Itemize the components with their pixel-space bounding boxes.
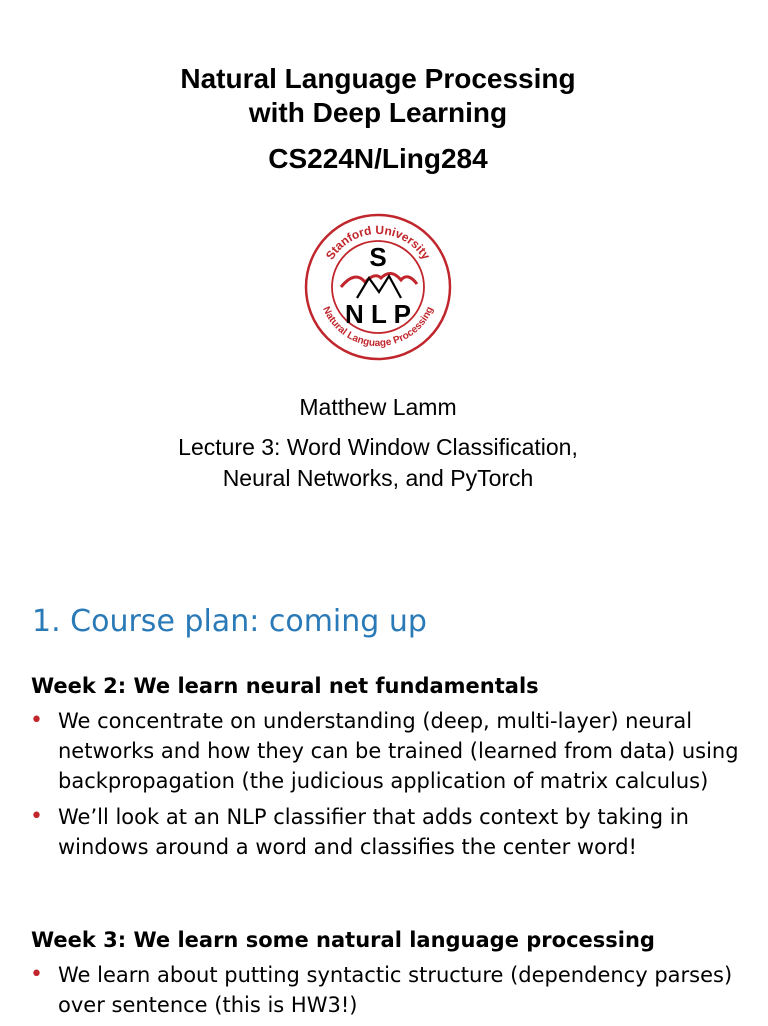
bullet-text: We concentrate on understanding (deep, multi-layer) neural networks and how they can be trained (learned from data) using backpropagation (the judicious application of matrix calculus) [58, 709, 739, 793]
bullet-dot-icon: • [30, 804, 43, 829]
list-item [30, 960, 750, 1020]
author-name: Matthew Lamm [299, 394, 457, 420]
list-item [30, 802, 750, 862]
course-plan-slide [0, 590, 768, 1024]
bullet-dot-icon: • [30, 708, 43, 733]
bullet-text: We learn about putting syntactic structure (dependency parses) over sentence (this is HW3!) [58, 963, 733, 1017]
course-title [0, 62, 756, 130]
logo-letters-nlp: N L P [345, 299, 411, 329]
logo-letter-s: S [369, 242, 387, 272]
logo-ring-text-top: Stanford University [322, 222, 434, 263]
logo-ring-text-bottom: Natural Language Processing [320, 305, 436, 350]
week-3-heading: Week 3: We learn some natural language processing [31, 928, 655, 952]
lecture-title-line-2: Neural Networks, and PyTorch [222, 465, 534, 491]
week-3-bullets [30, 960, 750, 1026]
course-title-line-1: Natural Language Processing [180, 63, 576, 94]
stanford-nlp-logo [303, 212, 453, 362]
course-code: CS224N/Ling284 [268, 143, 488, 174]
lecture-title [0, 432, 756, 494]
week-2-bullets [30, 706, 750, 868]
bullet-dot-icon: • [30, 962, 43, 987]
week-2-heading: Week 2: We learn neural net fundamentals [31, 674, 539, 698]
course-title-line-2: with Deep Learning [248, 97, 508, 128]
list-item [30, 706, 750, 796]
bullet-text: We’ll look at an NLP classifier that adds context by taking in windows around a word and classifies the center word! [58, 805, 689, 859]
lecture-title-line-1: Lecture 3: Word Window Classification, [178, 434, 578, 460]
section-title: 1. Course plan: coming up [32, 604, 427, 639]
